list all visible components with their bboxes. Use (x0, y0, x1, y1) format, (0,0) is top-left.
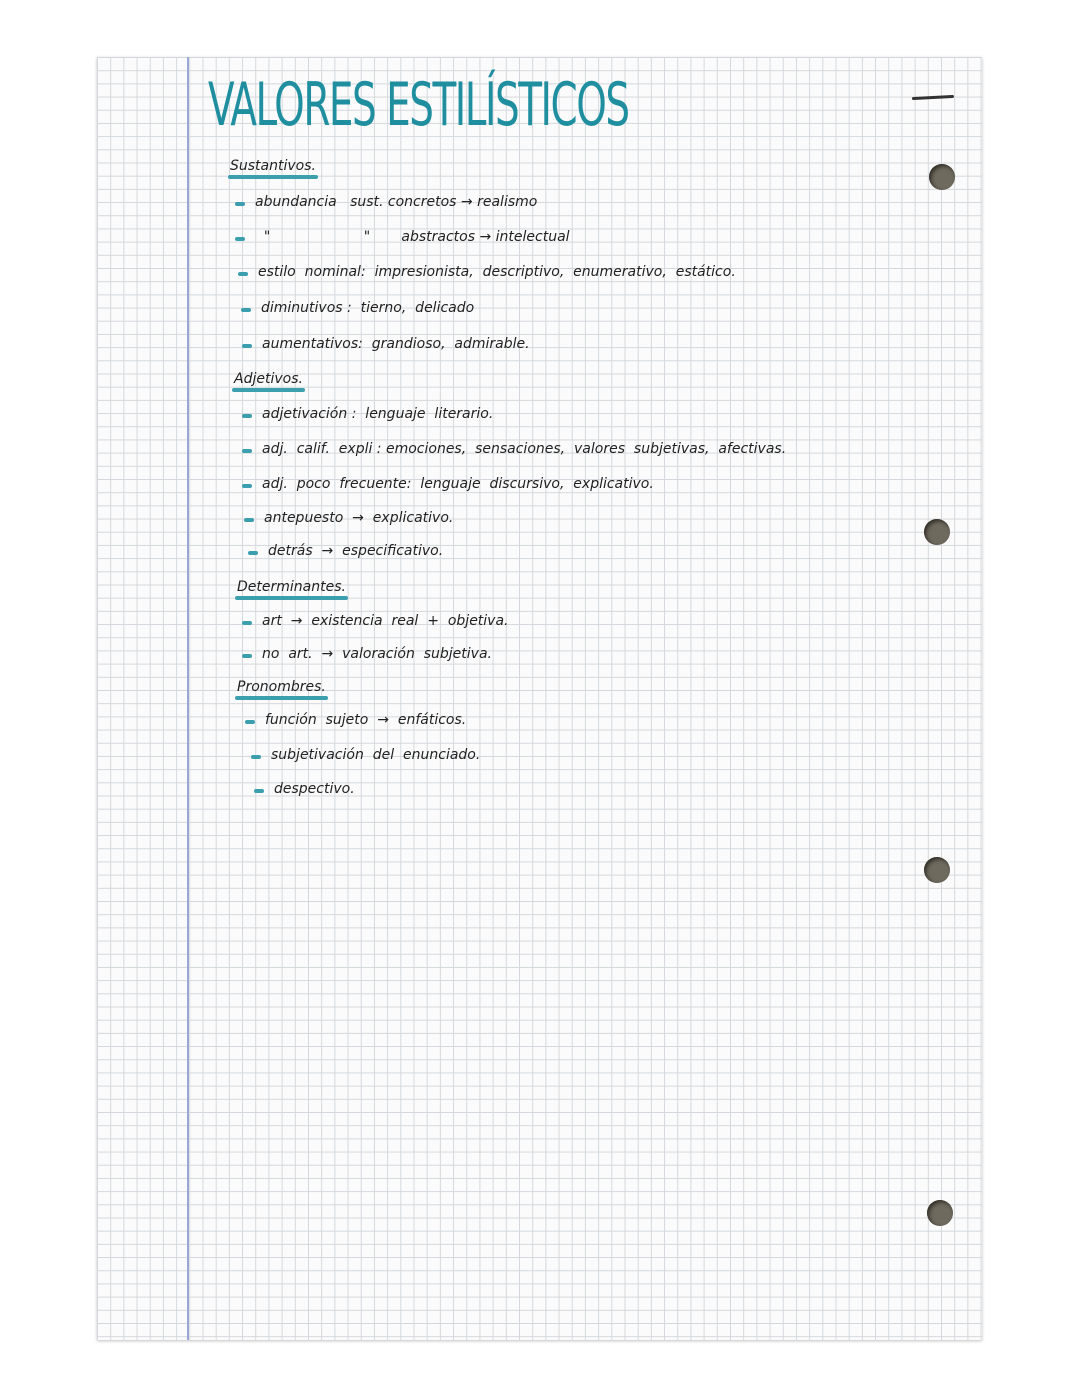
grid-paper-sheet (97, 57, 982, 1340)
bullet-dash-icon (244, 518, 254, 522)
page-title: VALORES ESTILÍSTICOS (208, 70, 629, 140)
bullet-dash-icon (242, 484, 252, 488)
section-heading: Adjetivos. (234, 371, 303, 387)
bullet-dash-icon (235, 237, 245, 241)
note-item: función sujeto → enfáticos. (265, 712, 467, 728)
note-item: abundancia sust. concretos → realismo (255, 194, 538, 210)
note-item: subjetivación del enunciado. (271, 747, 481, 763)
note-item: art → existencia real + objetiva. (262, 613, 509, 629)
note-item: diminutivos : tierno, delicado (261, 300, 475, 316)
bullet-dash-icon (242, 449, 252, 453)
bullet-dash-icon (235, 202, 245, 206)
note-item: estilo nominal: impresionista, descriptivo, enumerativo, estático. (258, 264, 736, 280)
bullet-dash-icon (241, 308, 251, 312)
bullet-dash-icon (245, 720, 255, 724)
bullet-dash-icon (254, 789, 264, 793)
bullet-dash-icon (251, 755, 261, 759)
section-heading: Pronombres. (237, 679, 326, 695)
note-item: adjetivación : lenguaje literario. (262, 406, 494, 422)
note-item: despectivo. (274, 781, 355, 797)
note-item: detrás → especificativo. (268, 543, 444, 559)
note-item: no art. → valoración subjetiva. (262, 646, 492, 662)
bullet-dash-icon (242, 344, 252, 348)
punch-hole (924, 857, 950, 883)
section-heading: Sustantivos. (230, 158, 316, 174)
bullet-dash-icon (242, 621, 252, 625)
margin-line (187, 57, 189, 1340)
bullet-dash-icon (238, 272, 248, 276)
bullet-dash-icon (242, 414, 252, 418)
note-item: adj. poco frecuente: lenguaje discursivo, explicativo. (262, 476, 654, 492)
note-item: aumentativos: grandioso, admirable. (262, 336, 530, 352)
note-item: adj. calif. expli : emociones, sensaciones, valores subjetivas, afectivas. (262, 441, 787, 457)
note-item: " " abstractos → intelectual (255, 229, 570, 245)
bullet-dash-icon (242, 654, 252, 658)
bullet-dash-icon (248, 551, 258, 555)
section-heading: Determinantes. (237, 579, 346, 595)
note-item: antepuesto → explicativo. (264, 510, 454, 526)
punch-hole (927, 1200, 953, 1226)
punch-hole (924, 519, 950, 545)
punch-hole (929, 164, 955, 190)
